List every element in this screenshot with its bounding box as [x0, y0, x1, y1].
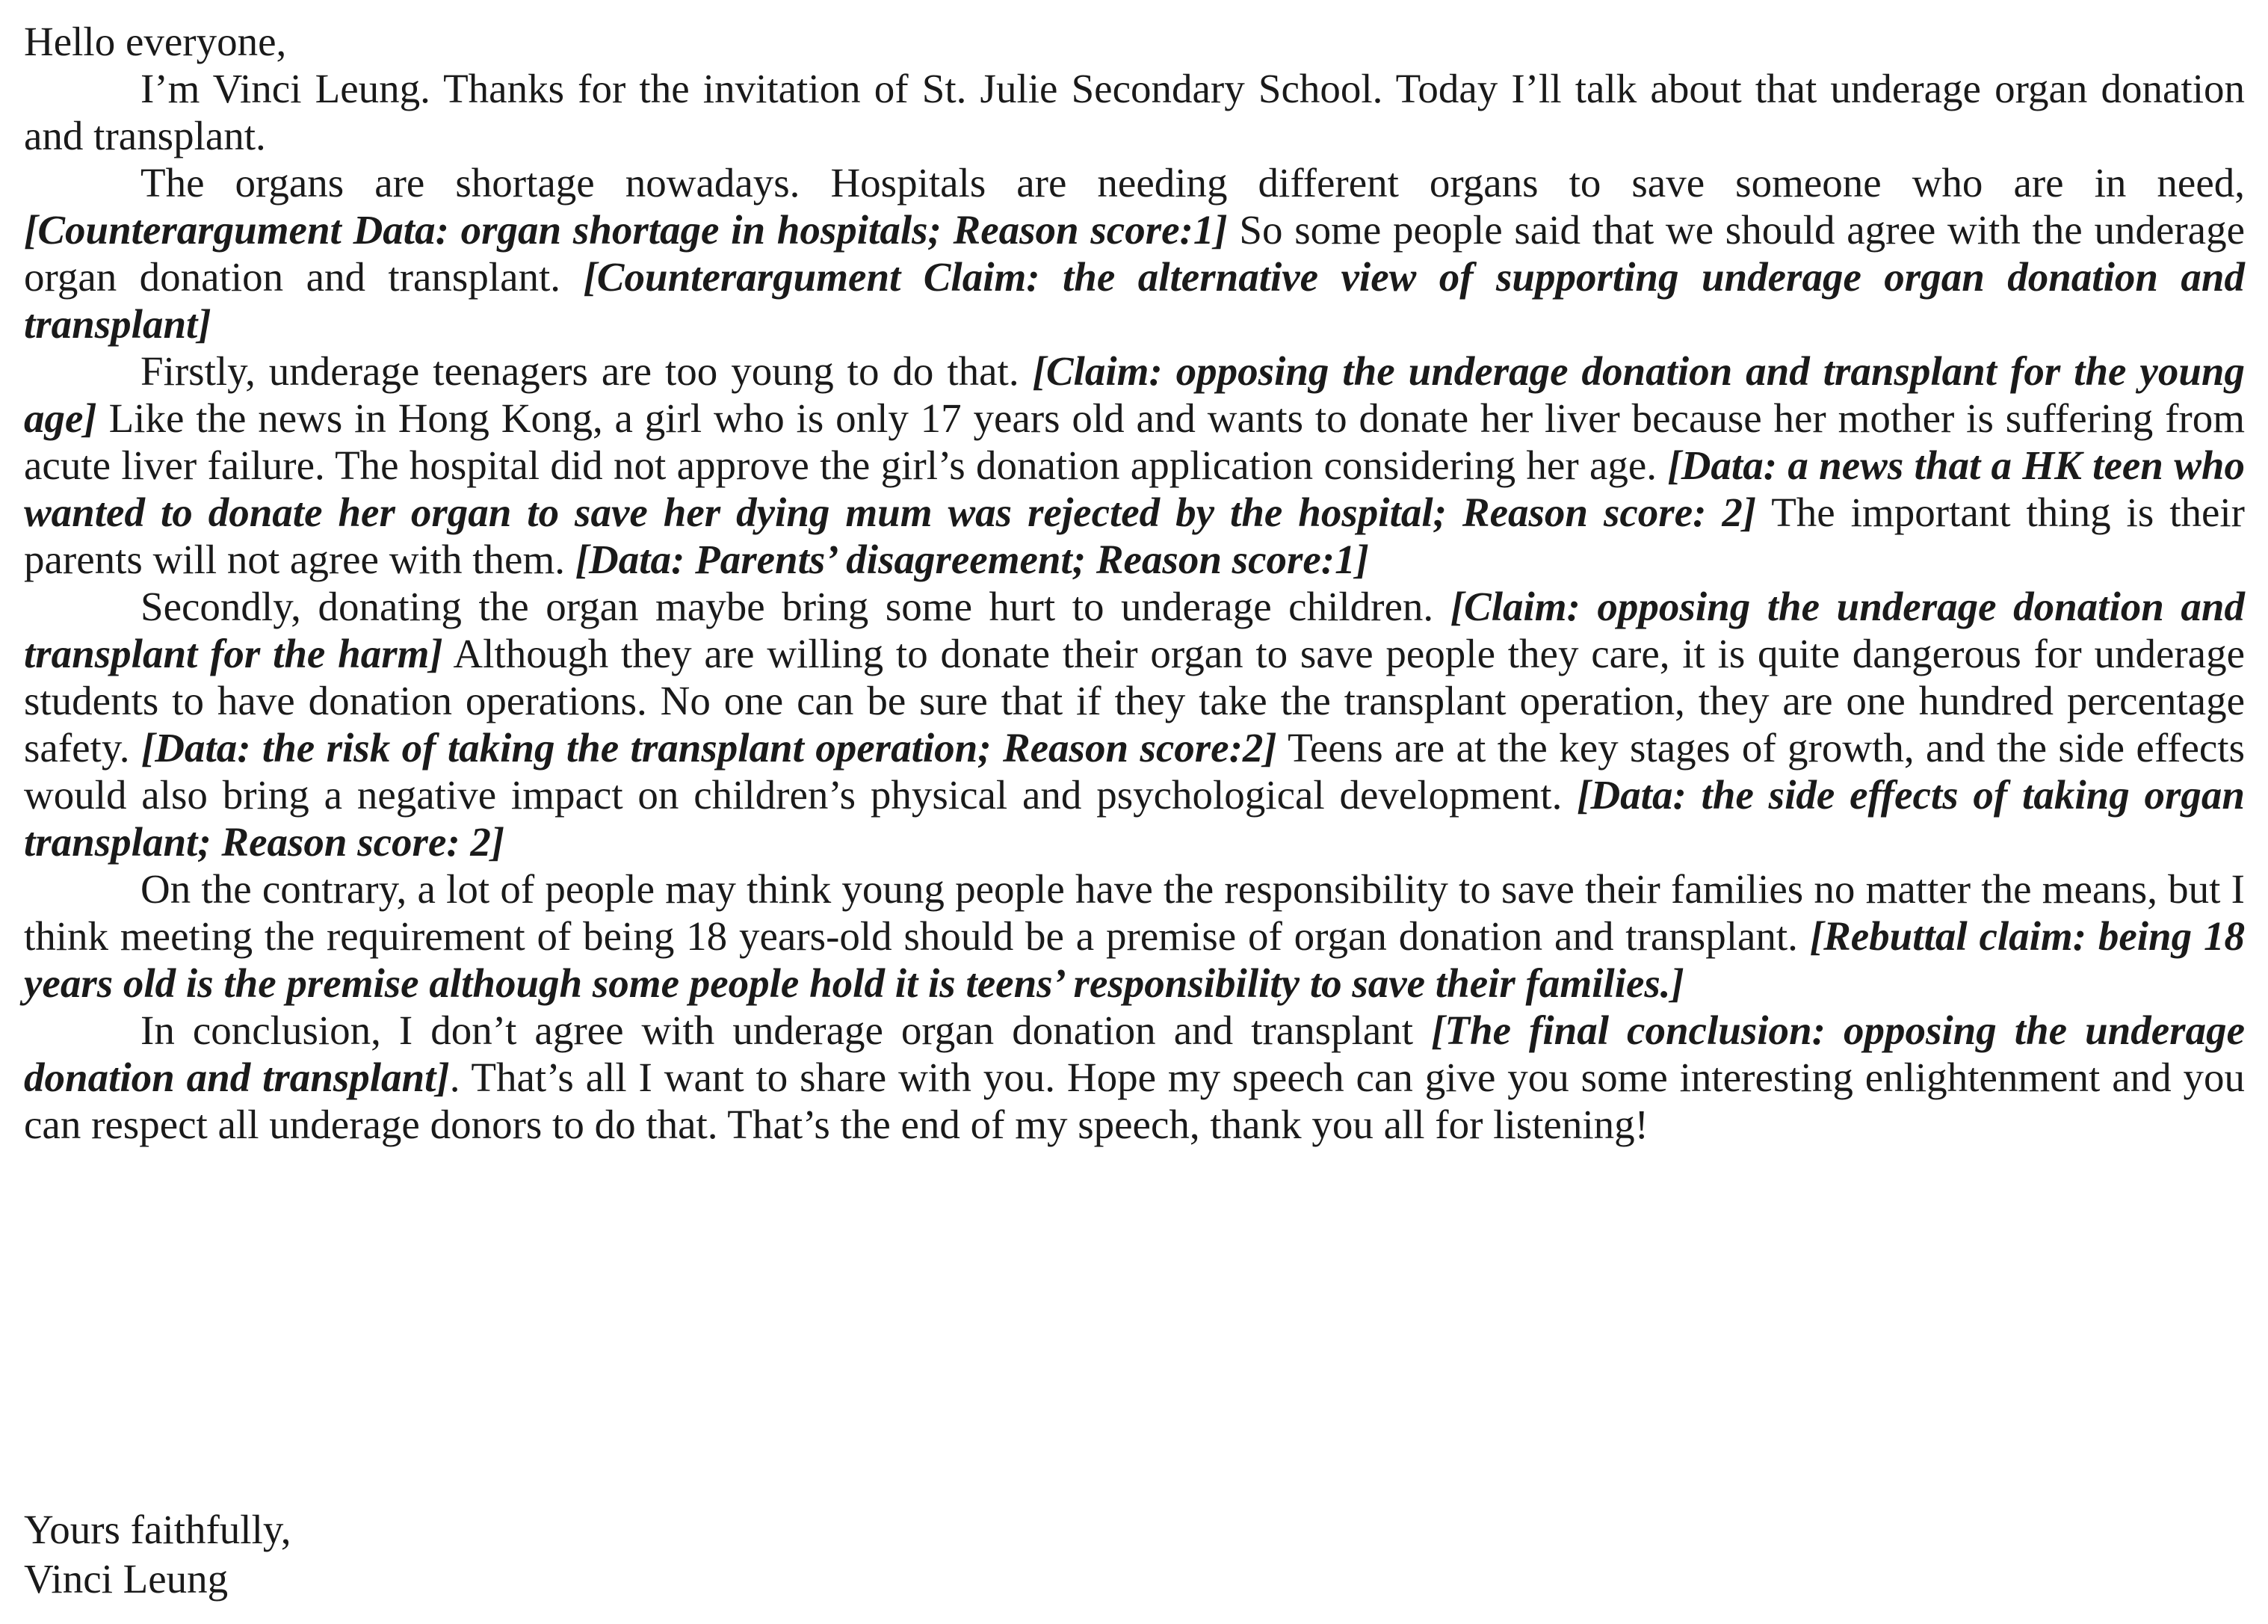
paragraph-text: So some people said that we should agree with the underage organ donation and transplant. — [24, 207, 2246, 300]
paragraph-rebuttal — [24, 865, 2245, 1007]
annotation-rebuttal-claim: [Rebuttal claim: being 18 years old is the premise although some people hold it is teens’ responsibility to save their families.] — [24, 913, 2245, 1006]
paragraph-text: Although they are willing to donate their organ to save people they care, it is quite dangerous for underage students to have donation operations. No one can be sure that if they take the transplant operation, they are one hundred percentage safety. — [24, 631, 2246, 771]
paragraph-first-point — [24, 348, 2245, 583]
annotation-counterargument-data: [Counterargument Data: organ shortage in hospitals; Reason score:1] — [24, 207, 1228, 253]
paragraph-text: Secondly, donating the organ maybe bring some hurt to underage children. — [140, 584, 1450, 629]
annotation-data: [Data: Parents’ disagreement; Reason score:1] — [575, 537, 1369, 582]
greeting: Hello everyone, — [24, 19, 287, 64]
paragraph-introduction: I’m Vinci Leung. Thanks for the invitation of St. Julie Secondary School. Today I’ll talk about that underage organ donation and transplant. — [24, 66, 2245, 158]
paragraph-text: Like the news in Hong Kong, a girl who is only 17 years old and wants to donate her liver because her mother is suffering from acute liver failure. The hospital did not approve the girl’s donation application considering her age. — [24, 395, 2245, 488]
annotation-data: [Data: the side effects of taking organ transplant; Reason score: 2] — [24, 772, 2245, 865]
letter-body — [24, 18, 2245, 1148]
annotation-claim: [Claim: opposing the underage donation and transplant for the harm] — [24, 584, 2245, 676]
closing-phrase: Yours faithfully, — [24, 1507, 291, 1552]
paragraph-text: . That’s all I want to share with you. Hope my speech can give you some interesting enlightenment and you can respect all underage donors to do that. That’s the end of my speech, thank you all for listening! — [24, 1055, 2245, 1147]
paragraph-text: Firstly, underage teenagers are too young to do that. — [140, 348, 1033, 394]
signature: Vinci Leung — [24, 1556, 229, 1602]
paragraph-second-point — [24, 583, 2245, 865]
annotation-claim: [Claim: opposing the underage donation and transplant for the young age] — [24, 348, 2245, 441]
paragraph-text: On the contrary, a lot of people may think young people have the responsibility to save their families no matter the means, but I think meeting the requirement of being 18 years-old should be a premise of organ donation and transplant. — [24, 866, 2245, 959]
annotation-final-conclusion: [The final conclusion: opposing the underage donation and transplant] — [24, 1007, 2245, 1100]
paragraph-conclusion — [24, 1007, 2245, 1148]
annotation-data: [Data: the risk of taking the transplant operation; Reason score:2] — [140, 725, 1277, 771]
paragraph-counterargument — [24, 159, 2245, 348]
paragraph-text: The important thing is their parents will not agree with them. — [24, 490, 2245, 582]
paragraph-text: The organs are shortage nowadays. Hospitals are needing different organs to save someone who are in need, — [140, 160, 2245, 206]
paragraph-text: Teens are at the key stages of growth, and the side effects would also bring a negative impact on children’s physical and psychological development. — [24, 725, 2245, 818]
annotation-counterargument-claim: [Counterargument Claim: the alternative view of supporting underage organ donation and transplant] — [24, 254, 2245, 347]
paragraph-text: In conclusion, I don’t agree with underage organ donation and transplant — [140, 1007, 1432, 1053]
annotation-data: [Data: a news that a HK teen who wanted to donate her organ to save her dying mum was rejected by the hospital; Reason score: 2] — [24, 442, 2245, 535]
letter-closing — [24, 1505, 291, 1604]
